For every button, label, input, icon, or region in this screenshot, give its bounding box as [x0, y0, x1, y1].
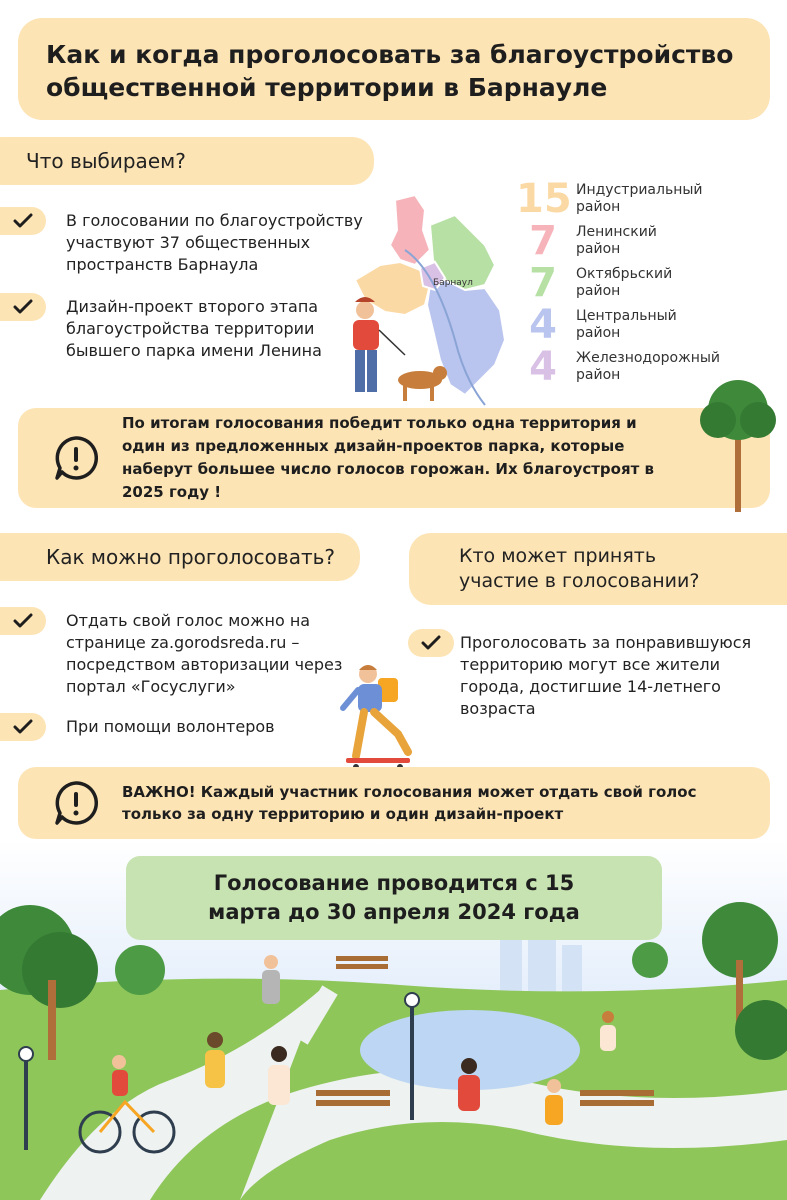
how-item-1 [0, 610, 360, 698]
checkmark-icon [0, 607, 46, 635]
district-count: 4 [529, 344, 557, 390]
exclamation-bubble-icon [52, 779, 100, 827]
district-name: Октябрьский район [576, 266, 673, 299]
section-how-heading-pill [0, 533, 360, 581]
who-item [408, 632, 778, 720]
notice-important [18, 767, 770, 839]
district-count: 7 [529, 218, 557, 264]
district-count: 15 [516, 176, 572, 222]
vote-period-box [126, 856, 662, 940]
checkmark-icon [0, 207, 46, 235]
district-row [516, 262, 756, 304]
notice-result-text: По итогам голосования победит только одна территория и один из предложенных дизайн-проектов парка, которые наберут большее число голосов горожан. Их благоустроят в 2025 году ! [122, 414, 655, 501]
title-banner [18, 18, 770, 120]
section-how-heading: Как можно проголосовать? [46, 545, 336, 569]
what-item-1 [0, 210, 390, 276]
section-what-heading: Что выбираем? [26, 149, 186, 173]
how-item-1-text: Отдать свой голос можно на странице za.gorodsreda.ru – посредством авторизации через портал «Госуслуги» [66, 611, 343, 696]
district-row [516, 178, 756, 220]
district-count: 7 [529, 260, 557, 306]
section-what-heading-pill [0, 137, 374, 185]
district-name: Индустриальный район [576, 182, 703, 215]
what-item-1-text: В голосовании по благоустройству участвуют 37 общественных пространств Барнаула [66, 211, 363, 274]
district-list [516, 178, 756, 388]
how-item-2-text: При помощи волонтеров [66, 717, 275, 736]
page-title: Как и когда проголосовать за благоустройство общественной территории в Барнауле [46, 40, 734, 102]
exclamation-bubble-icon [52, 434, 100, 482]
district-row [516, 220, 756, 262]
notice-important-text: ВАЖНО! Каждый участник голосования может отдать свой голос только за одну территорию и один дизайн-проект [122, 783, 697, 823]
checkmark-icon [0, 713, 46, 741]
tree-illustration [694, 372, 784, 512]
barnaul-district-map [345, 190, 525, 415]
what-item-2 [0, 296, 350, 362]
checkmark-icon [0, 293, 46, 321]
vote-period-text: Голосование проводится с 15 марта до 30 апреля 2024 года [208, 871, 580, 924]
district-name: Ленинский район [576, 224, 657, 257]
district-name: Железнодорожный район [576, 350, 721, 383]
section-who-heading: Кто может принять участие в голосовании? [459, 545, 700, 592]
who-item-text: Проголосовать за понравившуюся территорию могут все жители города, достигшие 14-летнего возраста [460, 633, 752, 718]
map-city-label: Барнаул [433, 278, 473, 288]
what-item-2-text: Дизайн-проект второго этапа благоустройства территории бывшего парка имени Ленина [66, 297, 322, 360]
district-count: 4 [529, 302, 557, 348]
district-row [516, 304, 756, 346]
section-who-heading-pill [409, 533, 787, 605]
district-name: Центральный район [576, 308, 677, 341]
notice-result [18, 408, 770, 508]
how-item-2 [0, 716, 340, 741]
checkmark-icon [408, 629, 454, 657]
